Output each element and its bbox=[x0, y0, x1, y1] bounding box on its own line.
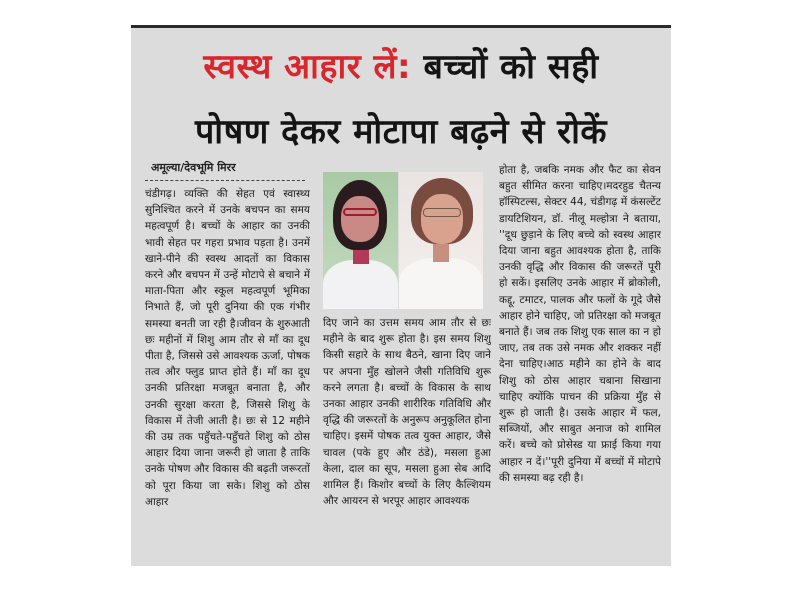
byline: अमूल्या/देवभूमि मिरर bbox=[151, 161, 236, 174]
photo-portrait-2 bbox=[399, 172, 483, 309]
article-column-2: दिए जाने का उत्तम समय आम तौर से छः महीने के बाद शुरू होता है। इस समय शिशु किसी सहारे के साथ बैठने, खाना दिए जाने पर अपना मुँह खोलने जैसी गतिविधि शुरू करने लगता है। बच्चों के विकास के साथ उनका आहार उनकी शारीरिक गतिविधि और वृद्धि की जरूरतों के अनुरूप अनुकूलित होना चाहिए। इसमें पोषक तत्व युक्त आहार, जैसे चावल (पके हुए और ठंडे), मसला हुआ केला, दाल का सूप, मसला हुआ सेब आदि शामिल हैं। किशोर बच्चों के लिए कैल्शियम और आयरन से भरपूर आहार आवश्यक bbox=[323, 317, 491, 508]
newspaper-clipping bbox=[131, 25, 671, 566]
photo-portrait-1 bbox=[323, 172, 398, 309]
headline-red-part: स्वस्थ आहार लें: bbox=[203, 47, 412, 87]
byline-divider bbox=[145, 180, 305, 181]
headline-black-part: बच्चों को सही bbox=[423, 47, 599, 87]
headline-line-2: पोषण देकर मोटापा बढ़ने से रोकें bbox=[194, 112, 608, 152]
article-column-3: होता है, जबकि नमक और फैट का सेवन बहुत सीमित करना चाहिए।मदरहुड चैतन्य हॉस्पिटल्स, सेक्टर 44, चंडीगढ़ में कंसल्टेंट डायटिशियन, डॉ. नीलू मल्होत्रा ने बताया, ''दूध छुड़ाने के लिए बच्चे को स्वस्थ आहार दिया जाना बहुत आवश्यक होता है, ताकि उनकी वृद्धि और विकास की जरूरतें पूरी हो सकें। इसलिए उनके आहार में ब्रोकोली, कद्दू, टमाटर, पालक और फलों के गूदे जैसे आहार होने चाहिए, जो प्रतिरक्षा को मजबूत बनाते हैं। जब तक शिशु एक साल का न हो जाए, तब तक उसे नमक और शक्कर नहीं देना चाहिए।आठ महीने का होने के बाद शिशु को ठोस आहार चबाना सिखाना चाहिए क्योंकि पाचन की प्रक्रिया मुँह से शुरू हो जाती है। उसके आहार में फल, सब्जियों, और साबुत अनाज को शामिल करें। बच्चे को प्रोसेस्ड या फ्राई किया गया आहार न दें।''पूरी दुनिया में बच्चों में मोटापे की समस्या बढ़ रही है। bbox=[499, 164, 661, 484]
headline-line-1 bbox=[131, 46, 671, 88]
article-column-1: चंडीगढ़। व्यक्ति की सेहत एवं स्वास्थ्य सुनिश्चित करने में उनके बचपन का समय महत्वपूर्ण है। बच्चों के आहार का उनकी भावी सेहत पर गहरा प्रभाव पड़ता है। उनमें खाने-पीने की स्वस्थ आदतों का विकास करने और बचपन में उन्हें मोटापे से बचाने में माता-पिता और स्कूल महत्वपूर्ण भूमिका निभाते हैं, जो पूरी दुनिया की एक गंभीर समस्या बनती जा रही है।जीवन के शुरुआती छः महीनों में शिशु आम तौर से माँ का दूध पीता है, जिससे उसे आवश्यक ऊर्जा, पोषक तत्व और फ्लुड प्राप्त होते हैं। माँ का दूध उनकी प्रतिरक्षा मजबूत बनाता है, और उनकी सुरक्षा करता है, जिससे शिशु के विकास में तेजी आती है। छः से 12 महीने की उम्र तक पहुँचते-पहुँचते शिशु को ठोस आहार दिया जाना जरूरी हो जाता है ताकि उनके पोषण और विकास की बढ़ती जरूरतों को पूरा किया जा सके। शिशु को ठोस आहार bbox=[145, 188, 310, 508]
